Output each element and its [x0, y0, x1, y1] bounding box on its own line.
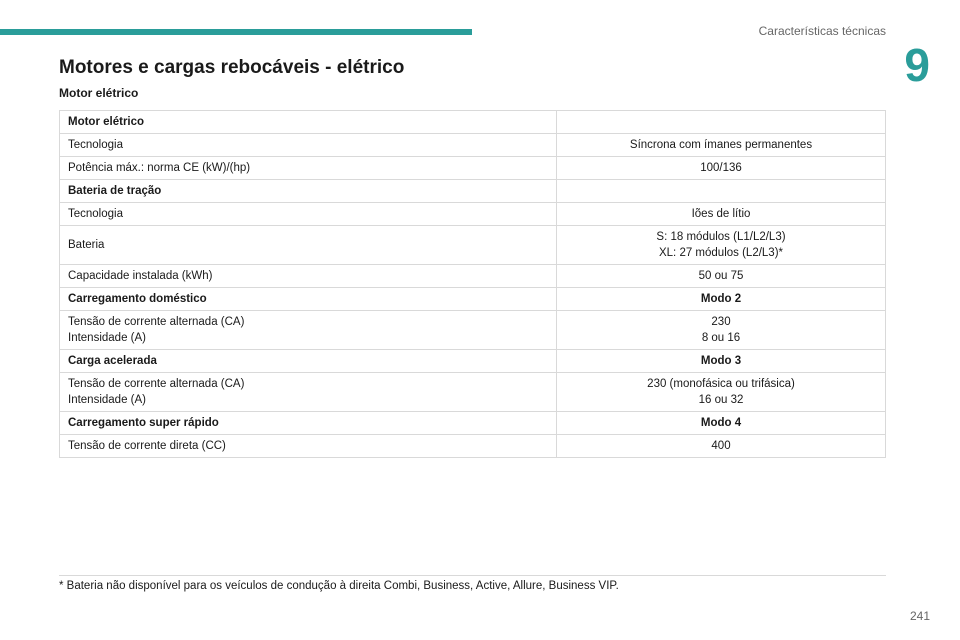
- row-value: Síncrona com ímanes permanentes: [557, 134, 886, 157]
- row-value: [557, 180, 886, 203]
- section-subtitle: Motor elétrico: [59, 86, 139, 100]
- table-section-heading-row: [60, 288, 886, 311]
- spec-table: [59, 110, 886, 458]
- row-label: Tensão de corrente direta (CC): [60, 435, 557, 458]
- row-value: [557, 111, 886, 134]
- row-value: 230 (monofásica ou trifásica) 16 ou 32: [557, 373, 886, 412]
- row-value: Modo 2: [557, 288, 886, 311]
- table-row: [60, 311, 886, 350]
- chapter-number: 9: [904, 39, 930, 91]
- table-row: [60, 435, 886, 458]
- row-label: Capacidade instalada (kWh): [60, 265, 557, 288]
- table-row: [60, 134, 886, 157]
- row-value: Modo 3: [557, 350, 886, 373]
- table-section-heading-row: [60, 111, 886, 134]
- row-value: S: 18 módulos (L1/L2/L3) XL: 27 módulos (L2/L3)*: [557, 226, 886, 265]
- row-value: 400: [557, 435, 886, 458]
- table-row: [60, 373, 886, 412]
- table-row: [60, 226, 886, 265]
- row-label: Tecnologia: [60, 203, 557, 226]
- row-value: 50 ou 75: [557, 265, 886, 288]
- row-label: Carregamento super rápido: [60, 412, 557, 435]
- section-title: Características técnicas: [758, 24, 886, 38]
- row-label: Carga acelerada: [60, 350, 557, 373]
- row-label: Tensão de corrente alternada (CA) Intensidade (A): [60, 311, 557, 350]
- row-label: Bateria: [60, 226, 557, 265]
- row-value: 230 8 ou 16: [557, 311, 886, 350]
- table-section-heading-row: [60, 412, 886, 435]
- table-row: [60, 203, 886, 226]
- row-label: Motor elétrico: [60, 111, 557, 134]
- page-title: Motores e cargas rebocáveis - elétrico: [59, 57, 405, 78]
- row-label: Bateria de tração: [60, 180, 557, 203]
- row-label: Tensão de corrente alternada (CA) Intensidade (A): [60, 373, 557, 412]
- footnote: * Bateria não disponível para os veículos de condução à direita Combi, Business, Active, Allure, Business VIP.: [59, 580, 619, 592]
- row-label: Potência máx.: norma CE (kW)/(hp): [60, 157, 557, 180]
- header-accent-bar: [0, 29, 472, 35]
- row-value: Modo 4: [557, 412, 886, 435]
- footnote-divider: [59, 575, 886, 576]
- row-value: 100/136: [557, 157, 886, 180]
- table-row: [60, 157, 886, 180]
- table-section-heading-row: [60, 350, 886, 373]
- page-number: 241: [909, 609, 930, 623]
- row-label: Carregamento doméstico: [60, 288, 557, 311]
- row-value: Iões de lítio: [557, 203, 886, 226]
- table-row: [60, 265, 886, 288]
- row-label: Tecnologia: [60, 134, 557, 157]
- table-section-heading-row: [60, 180, 886, 203]
